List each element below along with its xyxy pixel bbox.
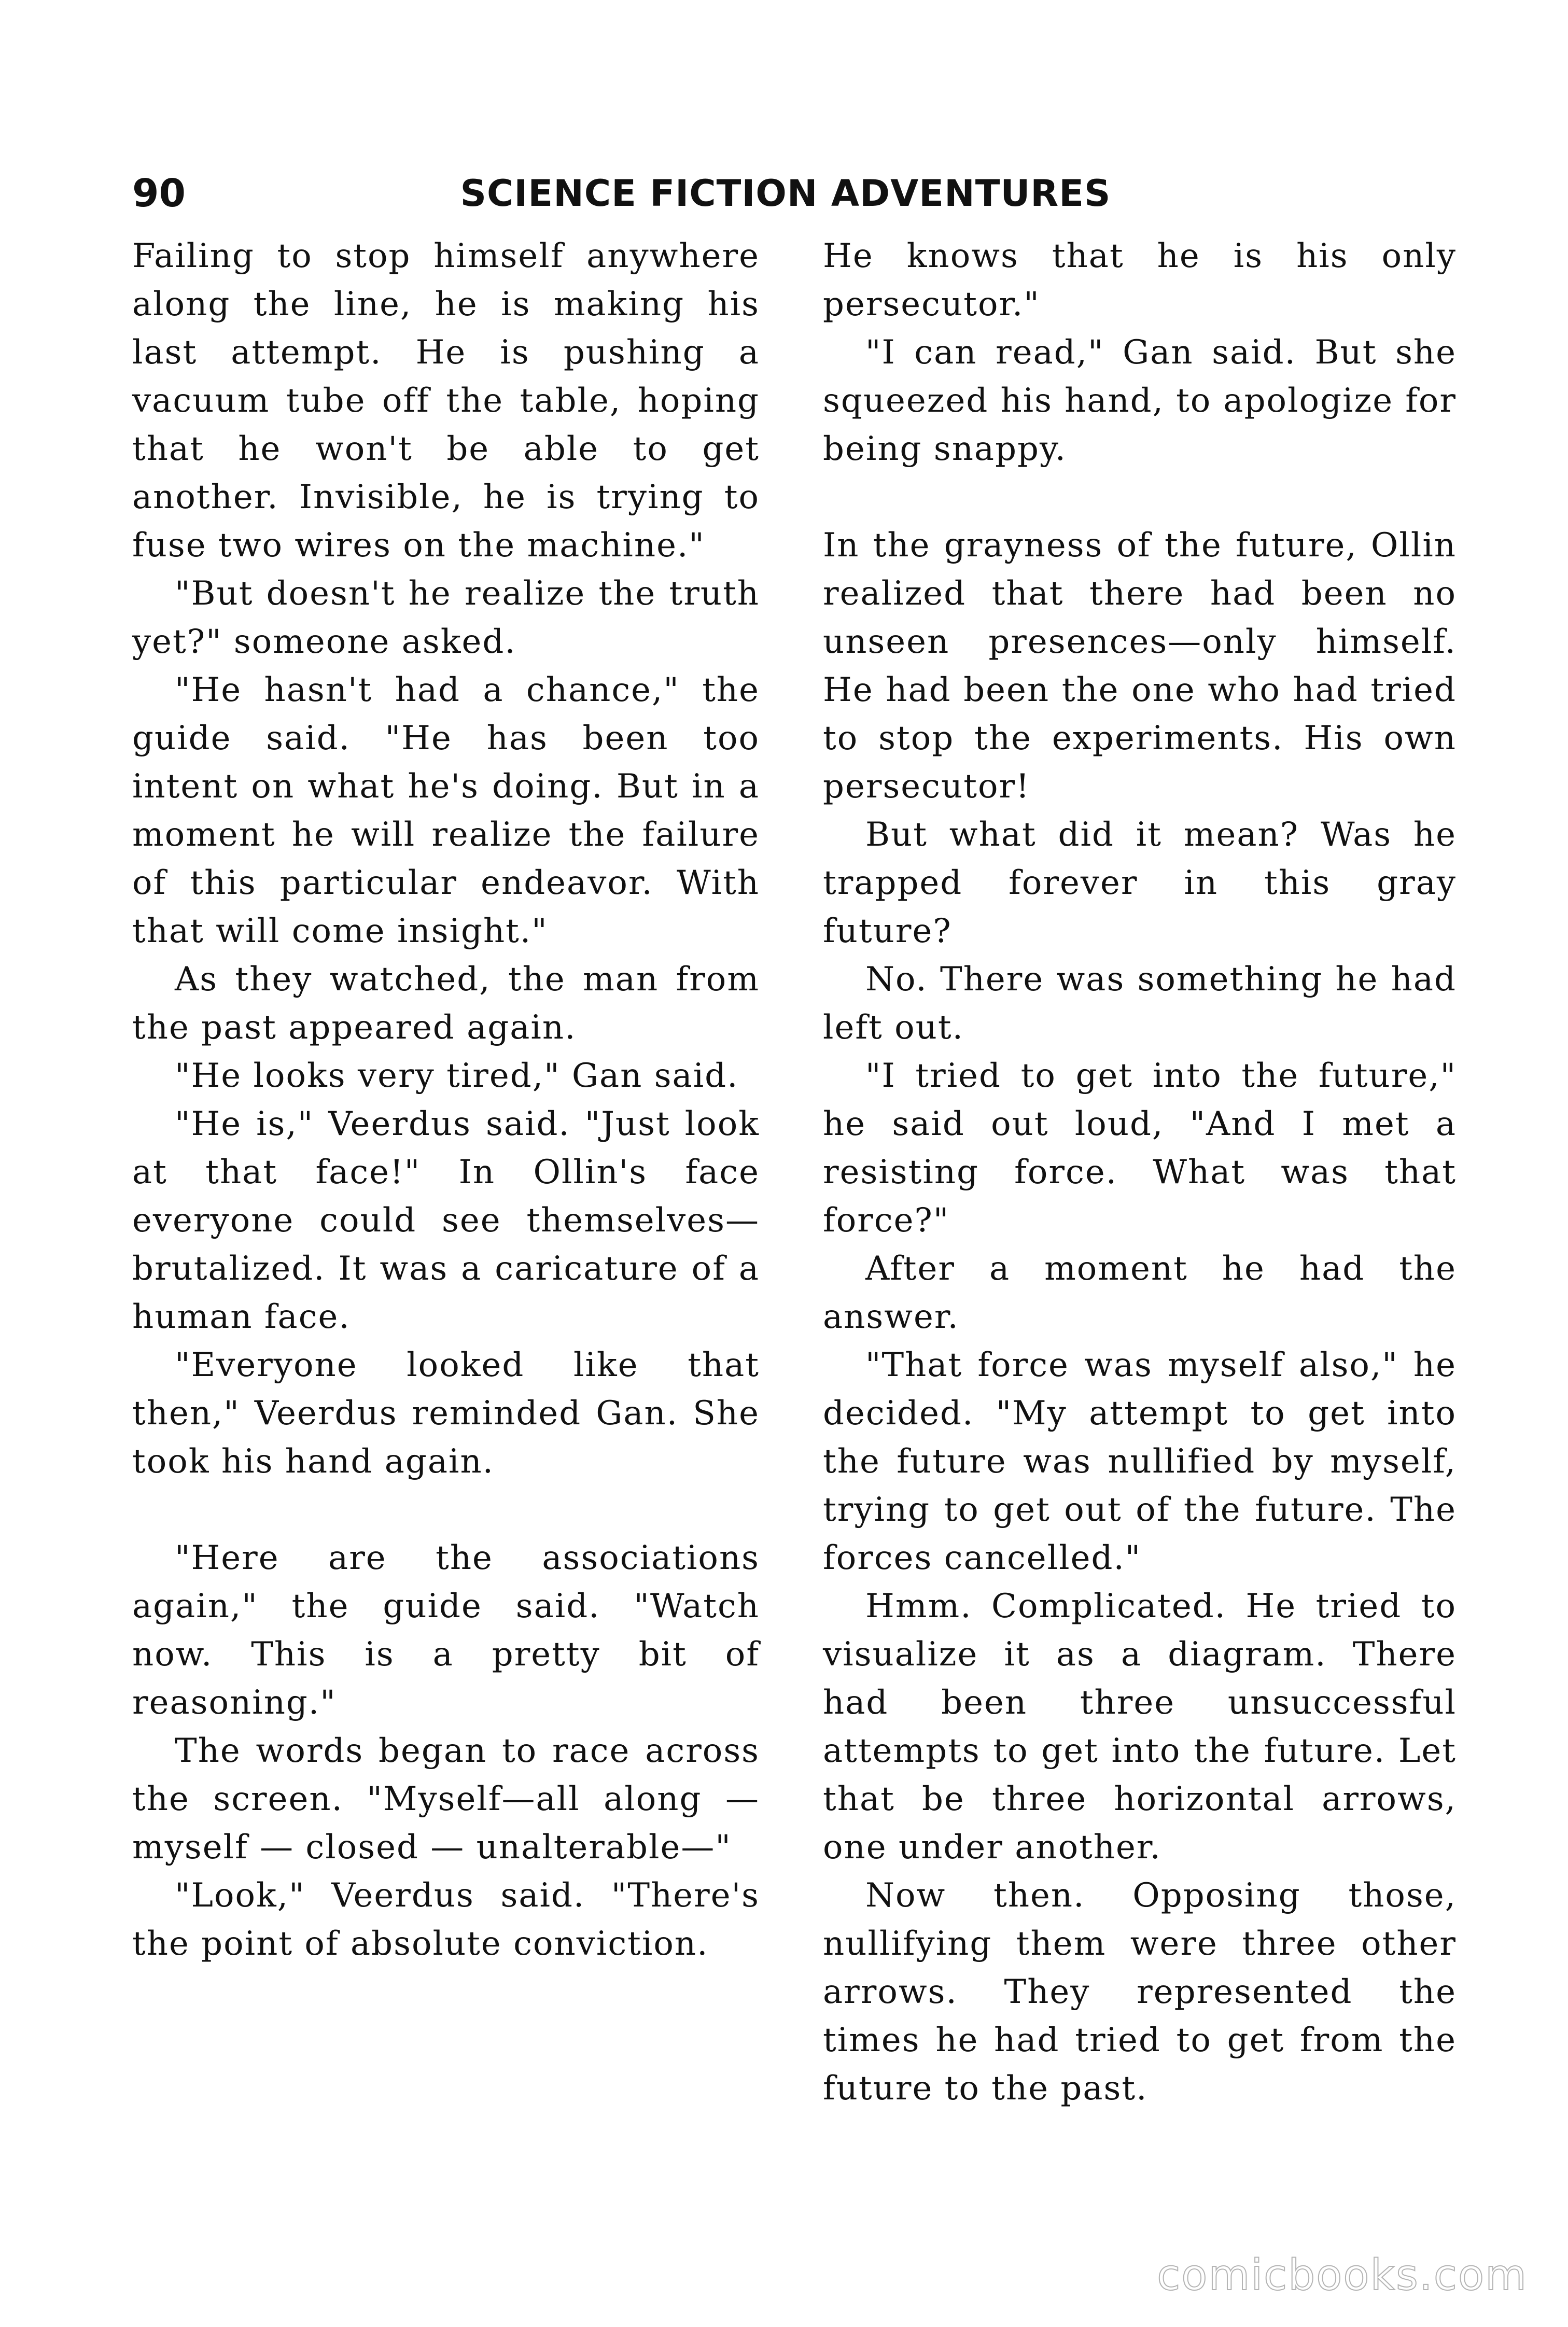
page-header — [132, 165, 1439, 222]
paragraph: "He hasn't had a chance," the guide said. "He has been too intent on what he's doing. But in a moment he will realize the failure of this particular endeavor. With that will come insight." — [132, 671, 760, 950]
paragraph: "Here are the associations again," the guide said. "Watch now. This is a pretty bit of reasoning." — [132, 1539, 760, 1722]
paragraph: After a moment he had the answer. — [823, 1250, 1457, 1336]
paragraph: "Everyone looked like that then," Veerdus reminded Gan. She took his hand again. — [132, 1346, 760, 1481]
paragraph: The words began to race across the screen. "Myself—all along — myself — closed — unalterable—" — [132, 1732, 760, 1867]
paragraph: No. There was something he had left out. — [823, 960, 1457, 1047]
paragraph: "I can read," Gan said. But she squeezed his hand, to apologize for being snappy. — [823, 333, 1457, 468]
paragraph: Hmm. Complicated. He tried to visualize it as a diagram. There had been three unsuccessful attempts to get into the future. Let that be three horizontal arrows, one under another. — [823, 1587, 1457, 1867]
running-title: SCIENCE FICTION ADVENTURES — [460, 172, 1111, 215]
paragraph: In the grayness of the future, Ollin realized that there had been no unseen presences—only himself. He had been the one who had tried to stop the experiments. His own persecutor! — [823, 526, 1457, 806]
left-text-column — [132, 232, 760, 1968]
paragraph: As they watched, the man from the past appeared again. — [132, 960, 760, 1047]
paragraph: Now then. Opposing those, nullifying them were three other arrows. They represented the times he had tried to get from the future to the past. — [823, 1876, 1457, 2108]
right-text-column — [823, 232, 1457, 2113]
paragraph: "I tried to get into the future," he said out loud, "And I met a resisting force. What was that force?" — [823, 1057, 1457, 1240]
paragraph: "Look," Veerdus said. "There's the point of absolute conviction. — [132, 1876, 760, 1963]
paragraph: "But doesn't he realize the truth yet?" someone asked. — [132, 574, 760, 661]
paragraph: "He looks very tired," Gan said. — [175, 1057, 739, 1095]
page-number: 90 — [132, 171, 186, 216]
paragraph: He knows that he is his only persecutor." — [823, 237, 1457, 324]
site-watermark: comicbooks.com — [1157, 2251, 1528, 2300]
paragraph: "He is," Veerdus said. "Just look at that face!" In Ollin's face everyone could see themselves—brutalized. It was a caricature of a human face. — [132, 1105, 760, 1336]
paragraph: Failing to stop himself anywhere along the line, he is making his last attempt. He is pushing a vacuum tube off the table, hoping that he won't be able to get another. Invisible, he is trying to fuse two wires on the machine." — [132, 237, 760, 565]
paragraph: But what did it mean? Was he trapped forever in this gray future? — [823, 816, 1457, 950]
paragraph: "That force was myself also," he decided. "My attempt to get into the future was nullified by myself, trying to get out of the future. The forces cancelled." — [823, 1346, 1457, 1577]
